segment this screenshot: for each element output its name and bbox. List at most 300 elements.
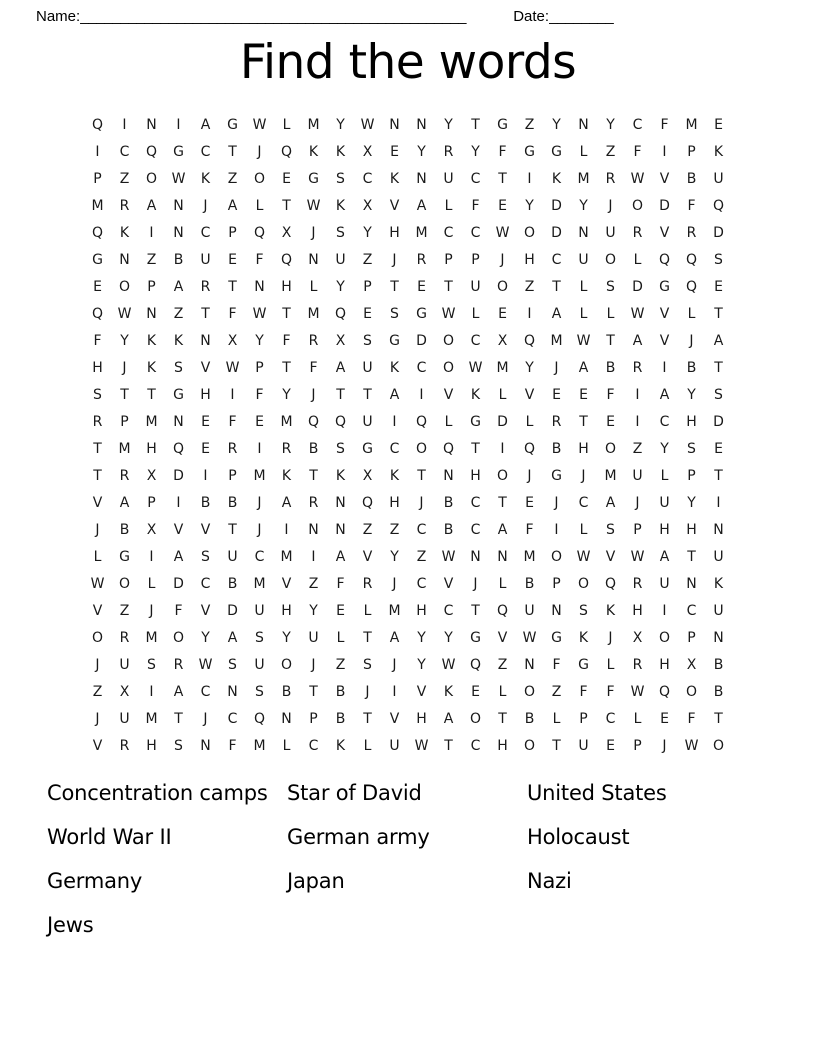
grid-letter[interactable]: C [686,603,697,619]
grid-letter[interactable]: W [468,360,483,376]
grid-letter[interactable]: K [335,198,346,214]
grid-letter[interactable]: O [712,738,725,754]
grid-letter[interactable]: U [713,603,724,619]
grid-letter[interactable]: L [282,738,291,754]
word-list-item[interactable]: Holocaust [527,825,630,849]
grid-letter[interactable]: C [605,711,616,727]
grid-letter[interactable]: S [579,603,588,619]
grid-letter[interactable]: S [255,684,264,700]
grid-letter[interactable]: T [471,603,480,619]
grid-letter[interactable]: L [606,657,615,673]
grid-letter[interactable]: E [606,414,615,430]
grid-letter[interactable]: B [443,495,454,511]
grid-letter[interactable]: R [362,576,373,592]
grid-letter[interactable]: J [311,387,316,403]
grid-letter[interactable]: X [362,198,373,214]
grid-letter[interactable]: O [604,441,617,457]
grid-letter[interactable]: H [281,603,292,619]
word-list-item[interactable]: Star of David [287,781,422,805]
grid-letter[interactable]: I [527,306,532,322]
grid-letter[interactable]: K [335,144,346,160]
grid-letter[interactable]: N [227,684,238,700]
grid-letter[interactable]: T [498,171,507,187]
grid-letter[interactable]: J [122,360,127,376]
grid-letter[interactable]: J [419,495,424,511]
grid-letter[interactable]: Y [201,630,210,646]
grid-letter[interactable]: F [579,684,588,700]
grid-letter[interactable]: B [227,495,238,511]
grid-letter[interactable]: R [308,333,319,349]
grid-letter[interactable]: J [365,684,370,700]
grid-letter[interactable]: H [524,252,535,268]
grid-letter[interactable]: O [604,252,617,268]
grid-letter[interactable]: Y [687,495,696,511]
grid-letter[interactable]: O [253,171,266,187]
grid-letter[interactable]: E [606,738,615,754]
grid-letter[interactable]: H [92,360,103,376]
grid-letter[interactable]: B [713,657,724,673]
grid-letter[interactable]: L [606,306,615,322]
grid-letter[interactable]: W [252,306,267,322]
grid-letter[interactable]: S [93,387,102,403]
grid-letter[interactable]: D [173,468,184,484]
grid-letter[interactable]: S [174,360,183,376]
grid-letter[interactable]: Q [91,117,104,133]
grid-letter[interactable]: P [687,630,696,646]
grid-letter[interactable]: H [659,657,670,673]
grid-letter[interactable]: D [659,198,670,214]
grid-letter[interactable]: Z [146,252,157,268]
grid-letter[interactable]: Y [390,549,399,565]
grid-letter[interactable]: S [606,279,615,295]
grid-letter[interactable]: K [389,360,400,376]
grid-letter[interactable]: M [307,306,320,322]
grid-letter[interactable]: N [524,657,535,673]
grid-letter[interactable]: S [714,252,723,268]
grid-letter[interactable]: J [473,576,478,592]
grid-letter[interactable]: E [363,306,372,322]
grid-letter[interactable]: M [577,171,590,187]
grid-letter[interactable]: S [363,657,372,673]
grid-letter[interactable]: W [441,657,456,673]
grid-letter[interactable]: K [173,333,184,349]
grid-letter[interactable]: K [713,576,724,592]
word-list-item[interactable]: German army [287,825,430,849]
grid-letter[interactable]: V [605,549,616,565]
grid-letter[interactable]: E [660,711,669,727]
grid-letter[interactable]: J [149,603,154,619]
grid-letter[interactable]: F [660,117,669,133]
grid-letter[interactable]: Q [334,414,347,430]
grid-letter[interactable]: C [470,522,481,538]
grid-letter[interactable]: R [443,144,454,160]
grid-letter[interactable]: F [633,144,642,160]
grid-letter[interactable]: C [632,117,643,133]
grid-letter[interactable]: L [444,414,453,430]
grid-letter[interactable]: X [146,522,157,538]
grid-letter[interactable]: C [254,549,265,565]
grid-letter[interactable]: I [95,144,100,160]
grid-letter[interactable]: U [605,225,616,241]
grid-letter[interactable]: Q [280,252,293,268]
grid-letter[interactable]: Y [606,117,615,133]
grid-letter[interactable]: U [362,360,373,376]
grid-letter[interactable]: W [306,198,321,214]
name-write-in-line[interactable]: ________________________________________________ [80,8,467,25]
grid-letter[interactable]: J [203,711,208,727]
grid-letter[interactable]: T [471,441,480,457]
grid-letter[interactable]: U [578,738,589,754]
grid-letter[interactable]: M [415,225,428,241]
grid-letter[interactable]: Z [362,522,373,538]
grid-letter[interactable]: V [173,522,184,538]
grid-letter[interactable]: T [120,387,129,403]
grid-letter[interactable]: B [200,495,211,511]
grid-letter[interactable]: J [635,495,640,511]
grid-letter[interactable]: S [363,333,372,349]
grid-letter[interactable]: Y [525,198,534,214]
grid-letter[interactable]: F [309,360,318,376]
grid-letter[interactable]: U [659,576,670,592]
grid-letter[interactable]: Q [172,441,185,457]
grid-letter[interactable]: R [632,576,643,592]
grid-letter[interactable]: M [307,117,320,133]
grid-letter[interactable]: L [498,684,507,700]
grid-letter[interactable]: O [496,468,509,484]
grid-letter[interactable]: A [119,495,130,511]
grid-letter[interactable]: N [200,738,211,754]
grid-letter[interactable]: J [95,522,100,538]
grid-letter[interactable]: O [280,657,293,673]
grid-letter[interactable]: G [227,117,238,133]
grid-letter[interactable]: R [605,171,616,187]
word-list-item[interactable]: Nazi [527,869,572,893]
grid-letter[interactable]: I [527,171,532,187]
grid-letter[interactable]: N [173,225,184,241]
grid-letter[interactable]: I [662,360,667,376]
grid-letter[interactable]: E [282,171,291,187]
grid-letter[interactable]: T [336,387,345,403]
grid-letter[interactable]: A [551,306,562,322]
grid-letter[interactable]: G [551,630,562,646]
grid-letter[interactable]: K [389,171,400,187]
grid-letter[interactable]: U [362,414,373,430]
grid-letter[interactable]: I [230,387,235,403]
grid-letter[interactable]: R [200,279,211,295]
grid-letter[interactable]: N [470,549,481,565]
grid-letter[interactable]: T [309,684,318,700]
grid-letter[interactable]: M [91,198,104,214]
grid-letter[interactable]: W [171,171,186,187]
grid-letter[interactable]: Q [658,684,671,700]
grid-letter[interactable]: E [228,252,237,268]
grid-letter[interactable]: H [389,495,400,511]
grid-letter[interactable]: Y [363,225,372,241]
grid-letter[interactable]: U [470,279,481,295]
grid-letter[interactable]: F [174,603,183,619]
grid-letter[interactable]: A [389,387,400,403]
grid-letter[interactable]: C [200,144,211,160]
grid-letter[interactable]: T [552,279,561,295]
grid-letter[interactable]: J [311,225,316,241]
grid-letter[interactable]: T [390,279,399,295]
grid-letter[interactable]: N [119,252,130,268]
grid-letter[interactable]: O [172,630,185,646]
grid-letter[interactable]: V [200,522,211,538]
grid-letter[interactable]: R [632,657,643,673]
grid-letter[interactable]: F [255,252,264,268]
grid-letter[interactable]: T [444,738,453,754]
grid-letter[interactable]: K [281,468,292,484]
grid-letter[interactable]: E [714,441,723,457]
grid-letter[interactable]: Y [417,630,426,646]
grid-letter[interactable]: I [635,414,640,430]
grid-letter[interactable]: C [659,414,670,430]
grid-letter[interactable]: J [95,711,100,727]
grid-letter[interactable]: V [362,549,373,565]
grid-letter[interactable]: Q [496,603,509,619]
grid-letter[interactable]: P [687,144,696,160]
grid-letter[interactable]: G [389,333,400,349]
grid-letter[interactable]: C [470,333,481,349]
grid-letter[interactable]: X [281,225,292,241]
grid-letter[interactable]: M [496,360,509,376]
grid-letter[interactable]: I [662,603,667,619]
grid-letter[interactable]: O [145,171,158,187]
grid-letter[interactable]: L [471,306,480,322]
grid-letter[interactable]: J [500,252,505,268]
grid-letter[interactable]: A [389,630,400,646]
grid-letter[interactable]: Q [415,414,428,430]
grid-letter[interactable]: V [281,576,292,592]
grid-letter[interactable]: T [282,198,291,214]
grid-letter[interactable]: C [443,225,454,241]
grid-letter[interactable]: W [630,684,645,700]
grid-letter[interactable]: C [416,360,427,376]
word-list-item[interactable]: Concentration camps [47,781,268,805]
grid-letter[interactable]: H [686,414,697,430]
grid-letter[interactable]: U [632,468,643,484]
grid-letter[interactable]: C [200,576,211,592]
grid-letter[interactable]: T [228,279,237,295]
grid-letter[interactable]: B [524,711,535,727]
grid-letter[interactable]: N [416,117,427,133]
grid-letter[interactable]: P [471,252,480,268]
grid-letter[interactable]: M [523,549,536,565]
grid-letter[interactable]: F [255,387,264,403]
grid-letter[interactable]: T [93,441,102,457]
grid-letter[interactable]: G [470,414,481,430]
grid-letter[interactable]: Q [523,441,536,457]
grid-letter[interactable]: G [497,117,508,133]
grid-letter[interactable]: O [415,441,428,457]
grid-letter[interactable]: K [335,468,346,484]
grid-letter[interactable]: D [713,414,724,430]
grid-letter[interactable]: K [389,468,400,484]
grid-letter[interactable]: Z [119,171,130,187]
word-list-item[interactable]: World War II [47,825,172,849]
grid-letter[interactable]: T [309,468,318,484]
grid-letter[interactable]: V [416,684,427,700]
word-list-item[interactable]: United States [527,781,667,805]
grid-letter[interactable]: S [687,441,696,457]
grid-letter[interactable]: O [118,576,131,592]
grid-letter[interactable]: I [257,441,262,457]
grid-letter[interactable]: R [119,198,130,214]
grid-letter[interactable]: T [282,360,291,376]
grid-letter[interactable]: E [579,387,588,403]
grid-letter[interactable]: Y [336,279,345,295]
grid-letter[interactable]: A [146,198,157,214]
grid-letter[interactable]: W [252,117,267,133]
grid-letter[interactable]: T [228,522,237,538]
grid-letter[interactable]: L [633,711,642,727]
grid-letter[interactable]: C [200,684,211,700]
grid-letter[interactable]: N [335,522,346,538]
grid-letter[interactable]: T [444,279,453,295]
grid-letter[interactable]: F [498,144,507,160]
grid-letter[interactable]: V [389,198,400,214]
grid-letter[interactable]: F [228,306,237,322]
grid-letter[interactable]: U [335,252,346,268]
grid-letter[interactable]: A [632,333,643,349]
grid-letter[interactable]: S [255,630,264,646]
grid-letter[interactable]: A [578,360,589,376]
grid-letter[interactable]: U [119,711,130,727]
grid-letter[interactable]: N [173,414,184,430]
grid-letter[interactable]: U [254,603,265,619]
grid-letter[interactable]: A [659,387,670,403]
grid-letter[interactable]: C [389,441,400,457]
grid-letter[interactable]: I [635,387,640,403]
grid-letter[interactable]: L [255,198,264,214]
grid-letter[interactable]: P [228,225,237,241]
grid-letter[interactable]: W [576,549,591,565]
grid-letter[interactable]: A [443,711,454,727]
grid-letter[interactable]: B [173,252,184,268]
grid-letter[interactable]: C [443,603,454,619]
grid-letter[interactable]: T [228,144,237,160]
grid-letter[interactable]: P [147,495,156,511]
grid-letter[interactable]: A [497,522,508,538]
grid-letter[interactable]: S [174,738,183,754]
grid-letter[interactable]: Y [552,117,561,133]
grid-letter[interactable]: N [578,117,589,133]
grid-letter[interactable]: Q [442,441,455,457]
grid-letter[interactable]: A [659,549,670,565]
grid-letter[interactable]: U [659,495,670,511]
grid-letter[interactable]: G [308,171,319,187]
grid-letter[interactable]: F [282,333,291,349]
grid-letter[interactable]: B [686,360,697,376]
grid-letter[interactable]: I [392,414,397,430]
grid-letter[interactable]: D [173,576,184,592]
grid-letter[interactable]: U [713,171,724,187]
grid-letter[interactable]: L [93,549,102,565]
grid-letter[interactable]: B [713,684,724,700]
grid-letter[interactable]: F [93,333,102,349]
grid-letter[interactable]: H [470,468,481,484]
grid-letter[interactable]: L [336,630,345,646]
grid-letter[interactable]: X [362,468,373,484]
grid-letter[interactable]: T [714,711,723,727]
grid-letter[interactable]: A [173,684,184,700]
grid-letter[interactable]: V [524,387,535,403]
grid-letter[interactable]: Q [145,144,158,160]
grid-letter[interactable]: W [684,738,699,754]
grid-letter[interactable]: O [118,279,131,295]
grid-letter[interactable]: U [254,657,265,673]
grid-letter[interactable]: T [417,468,426,484]
grid-letter[interactable]: C [470,495,481,511]
grid-letter[interactable]: Y [255,333,264,349]
grid-letter[interactable]: C [119,144,130,160]
grid-letter[interactable]: B [281,684,292,700]
grid-letter[interactable]: Z [92,684,103,700]
grid-letter[interactable]: T [363,387,372,403]
grid-letter[interactable]: G [551,144,562,160]
grid-letter[interactable]: N [416,171,427,187]
grid-letter[interactable]: N [497,549,508,565]
grid-letter[interactable]: G [92,252,103,268]
grid-letter[interactable]: Z [605,144,616,160]
grid-letter[interactable]: M [280,414,293,430]
grid-letter[interactable]: Z [362,252,373,268]
grid-letter[interactable]: V [389,711,400,727]
grid-letter[interactable]: O [442,360,455,376]
grid-letter[interactable]: R [227,441,238,457]
grid-letter[interactable]: V [200,360,211,376]
grid-letter[interactable]: D [551,225,562,241]
grid-letter[interactable]: L [498,576,507,592]
grid-letter[interactable]: E [255,414,264,430]
grid-letter[interactable]: W [198,657,213,673]
grid-letter[interactable]: T [579,414,588,430]
word-list-item[interactable]: Japan [287,869,345,893]
grid-letter[interactable]: D [416,333,427,349]
grid-letter[interactable]: J [392,576,397,592]
grid-letter[interactable]: N [308,252,319,268]
grid-letter[interactable]: Q [91,225,104,241]
grid-letter[interactable]: K [605,603,616,619]
grid-letter[interactable]: R [281,441,292,457]
grid-letter[interactable]: Y [525,360,534,376]
grid-letter[interactable]: O [91,630,104,646]
grid-letter[interactable]: M [280,549,293,565]
grid-letter[interactable]: I [554,522,559,538]
grid-letter[interactable]: H [659,522,670,538]
grid-letter[interactable]: A [227,630,238,646]
grid-letter[interactable]: V [497,630,508,646]
grid-letter[interactable]: E [93,279,102,295]
grid-letter[interactable]: R [119,630,130,646]
grid-letter[interactable]: I [122,117,127,133]
grid-letter[interactable]: W [495,225,510,241]
grid-letter[interactable]: G [173,387,184,403]
grid-letter[interactable]: Z [389,522,400,538]
grid-letter[interactable]: J [257,144,262,160]
grid-letter[interactable]: A [281,495,292,511]
grid-letter[interactable]: H [416,603,427,619]
grid-letter[interactable]: D [713,225,724,241]
grid-letter[interactable]: L [282,117,291,133]
grid-letter[interactable]: T [498,711,507,727]
grid-letter[interactable]: V [659,225,670,241]
grid-letter[interactable]: J [608,198,613,214]
grid-letter[interactable]: K [551,171,562,187]
grid-letter[interactable]: G [416,306,427,322]
grid-letter[interactable]: I [419,387,424,403]
